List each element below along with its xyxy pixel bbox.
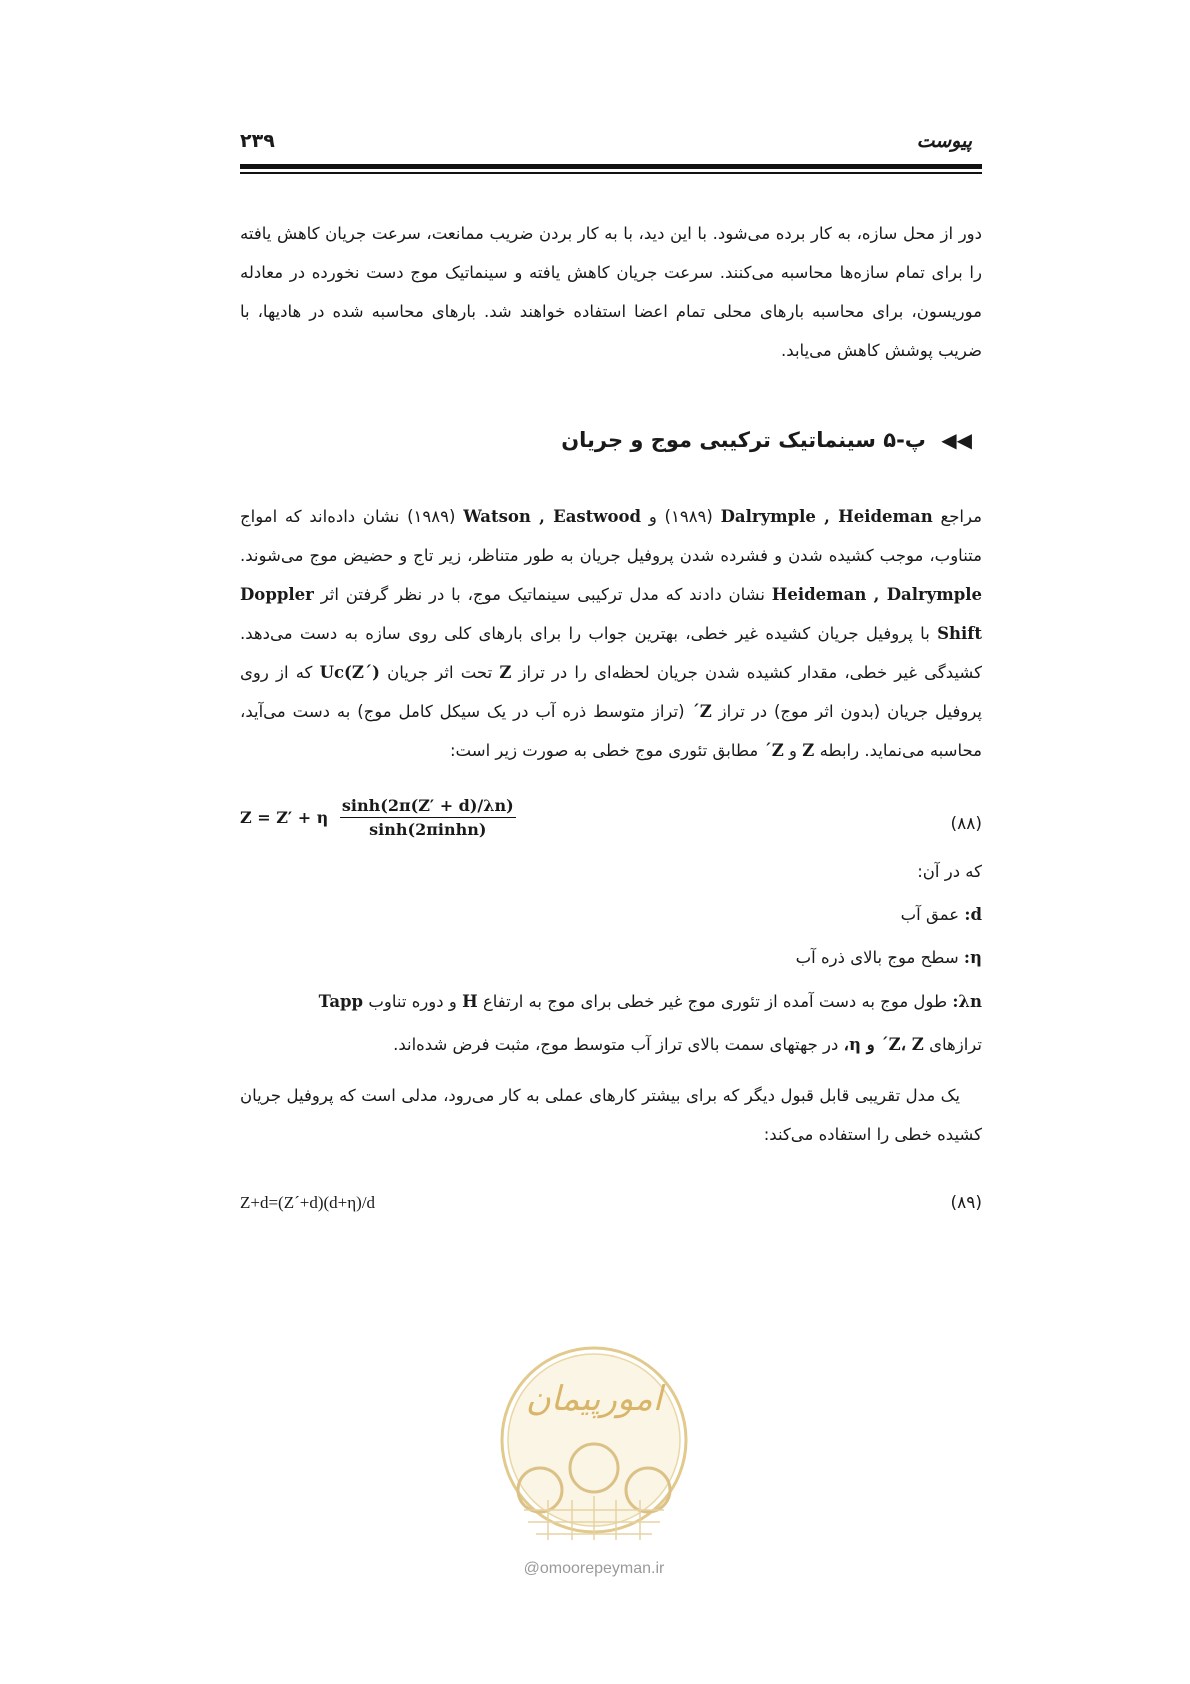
- paragraph-text: [240, 497, 982, 770]
- linear-stretching-paragraph: [240, 1076, 982, 1154]
- definition-eta: [796, 948, 982, 967]
- reference-heideman-dalrymple: Heideman , Dalrymple: [771, 585, 983, 604]
- combined-kinematics-paragraph: [240, 497, 982, 770]
- symbol-h: H: [462, 992, 478, 1011]
- definition-text: عمق آب: [900, 905, 960, 924]
- text-run: که از روی پروفیل جریان (بدون اثر موج) در تراز: [240, 663, 983, 721]
- symbol-z-prime: Z´: [763, 741, 784, 760]
- fraction-denominator: sinh(2πinhn): [369, 820, 487, 839]
- equation-89: [240, 1193, 982, 1223]
- double-arrow-icon: ◀◀: [941, 428, 972, 452]
- paragraph-text: یک مدل تقریبی قابل قبول دیگر که برای بیشتر کارهای عملی به کار می‌رود، مدلی است که پروفیل جریان کشیده خطی را استفاده می‌کند:: [240, 1086, 982, 1144]
- watermark-url: @omoorepeyman.ir: [523, 1560, 665, 1577]
- text-run: (۱۹۸۹) و: [648, 507, 713, 526]
- equation-lhs: Z = Z′ + η: [240, 808, 329, 827]
- section-title: پ-۵ سینماتیک ترکیبی موج و جریان: [561, 428, 926, 452]
- definition-text: طول موج به دست آمده از تئوری موج غیر خطی برای موج به ارتفاع: [482, 992, 948, 1011]
- definition-d: [901, 905, 982, 924]
- running-header-title: پیوست: [916, 130, 972, 152]
- page-number: ۲۳۹: [240, 130, 275, 152]
- reference-dalrymple-heideman: Dalrymple , Heideman: [720, 507, 933, 526]
- symbol-z: Z: [802, 741, 815, 760]
- symbol-tapp: Tapp: [318, 992, 364, 1011]
- equation-number: (۸۸): [950, 814, 982, 834]
- symbol-lambda: λn:: [952, 992, 982, 1011]
- symbol-z: Z: [499, 663, 512, 682]
- symbol-d: d:: [964, 905, 982, 924]
- equation-89-formula: Z+d=(Z´+d)(d+η)/d: [240, 1193, 376, 1212]
- section-heading: [561, 428, 972, 452]
- reference-watson-eastwood: Watson , Eastwood: [463, 507, 642, 526]
- definition-text: و دوره تناوب: [368, 992, 457, 1011]
- intro-paragraph-text: دور از محل سازه، به کار برده می‌شود. با این دید، با به کار بردن ضریب ممانعت، سرعت جریان کاهش یافته را برای تمام سازه‌ها محاسبه می‌کنند. سرعت جریان کاهش یافته و سینماتیک موج دست نخورده در معادله موریسون، برای محاسبه بارهای محلی تمام اعضا استفاده خواهند شد. بارهای محاسبه شده در هادیها، با ضریب پوشش کاهش می‌یابد.: [240, 224, 982, 360]
- fraction-numerator: sinh(2π(Z′ + d)/λn): [340, 796, 516, 818]
- text-run: با پروفیل جریان کشیده غیر خطی، بهترین جواب را برای بارهای کلی روی سازه به دست می‌دهد. کشیدگی غیر خطی، مقدار کشیده شدن جریان لحظه‌ای را در تراز: [240, 624, 982, 682]
- text-run: و: [789, 741, 798, 760]
- equation-88: [240, 796, 982, 856]
- text-run: (۱۹۸۹) نشان داده‌اند که امواج متناوب، موجب کشیده شدن و فشرده شدن پروفیل جریان به طور متناظر، زیر تاج و حضیض موج می‌شوند.: [240, 507, 982, 565]
- equation-number: (۸۹): [950, 1193, 982, 1213]
- equation-88-formula: [240, 796, 516, 839]
- levels-note: [393, 1035, 982, 1054]
- text-run: نشان دادند که مدل ترکیبی سینماتیک موج، با در نظر گرفتن اثر: [320, 585, 765, 604]
- definition-text: سطح موج بالای ذره آب: [795, 948, 959, 967]
- header-rule-thin: [240, 172, 982, 174]
- logo-script-text: امورپیمان: [525, 1379, 663, 1419]
- symbol-uc: Uc(Z´): [319, 663, 380, 682]
- text-run: مطابق تئوری موج خطی به صورت زیر است:: [449, 741, 759, 760]
- where-intro: که در آن:: [917, 862, 982, 881]
- text-run: مراجع: [940, 507, 982, 526]
- text-run: تحت اثر جریان: [387, 663, 493, 682]
- symbol-eta: η:: [963, 948, 982, 967]
- equation-fraction: [340, 796, 516, 839]
- definition-text: ترازهای: [929, 1035, 982, 1054]
- watermark-logo: [488, 1340, 700, 1580]
- definition-lambda: [319, 992, 982, 1011]
- symbol-z-prime: Z´: [691, 702, 712, 721]
- definition-text: در جهتهای سمت بالای تراز آب متوسط موج، مثبت فرض شده‌اند.: [393, 1035, 839, 1054]
- symbols-levels: Z، Z´ و η،: [843, 1035, 924, 1054]
- header-rule-thick: [240, 164, 982, 169]
- intro-paragraph: [240, 214, 982, 370]
- term-doppler-shift: Doppler Shift: [240, 585, 982, 643]
- text-run: (تراز متوسط ذره آب در یک سیکل کامل موج) به دست می‌آید، محاسبه می‌نماید. رابطه: [240, 702, 982, 760]
